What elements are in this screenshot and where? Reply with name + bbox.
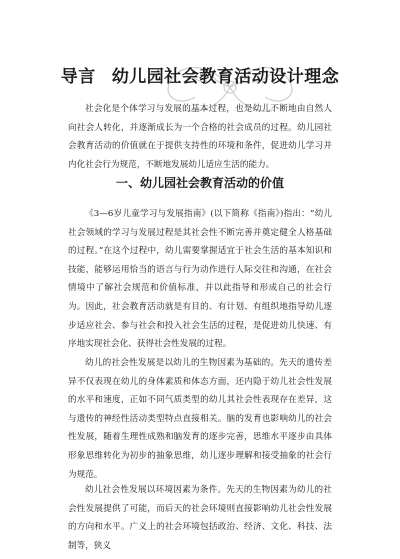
chapter-title [0,62,400,87]
chapter-title-text: 幼儿园社会教育活动设计理念 [111,67,340,87]
section-paragraph-3: 幼儿社会性发展以环境因素为条件。先天的生物因素为幼儿的社会性发展提供了可能，而后天的社会环境则直接影响幼儿社会性发展的方向和水平。广义上的社会环境包括政治、经济、文化、科技、法制等，狭义 [68,485,332,551]
section-paragraph-1: 《3—6岁儿童学习与发展指南》(以下简称《指南》)指出：“幼儿社会领域的学习与发展过程是其社会性不断完善并奠定健全人格基础的过程。”在这个过程中，幼儿需要掌握适宜于社会生活的基本知识和技能，能够运用恰当的语言与行为动作进行人际交往和沟通，在社会情境中了解社会规范和价值标准，并以此指导和形成自己的社会行为。因此，社会教育活动就是有目的、有计划、有组织地指导幼儿逐步适应社会、参与社会和投入社会生活的过程，是促进幼儿快速、有序地实现社会化、获得社会性发展的过程。 [68,209,332,350]
chapter-label: 导言 [60,67,96,87]
intro-paragraph: 社会化是个体学习与发展的基本过程，也是幼儿不断地由自然人向社会人转化，并逐渐成长为一个合格的社会成员的过程。幼儿园社会教育活动的价值就在于提供支持性的环境和条件，促进幼儿学习并内化社会行为规范，不断地发展幼儿适应生活的能力。 [68,104,332,170]
section-paragraph-2: 幼儿的社会性发展是以幼儿的生物因素为基础的。先天的遗传差异不仅表现在幼儿的身体素质和体态方面，还内隐于幼儿社会性发展的水平和速度，正如不同气质类型的幼儿其社会性表现存在差异，这与遗传的神经性活动类型特点直接相关。脑的发育也影响幼儿的社会性发展，随着生理性成熟和脑发育的逐步完善，思维水平逐步由具体形象思维转化为初步的抽象思维，幼儿逐步理解和接受抽象的社会行为规范。 [68,358,332,480]
section-heading: 一、幼儿园社会教育活动的价值 [115,176,284,190]
